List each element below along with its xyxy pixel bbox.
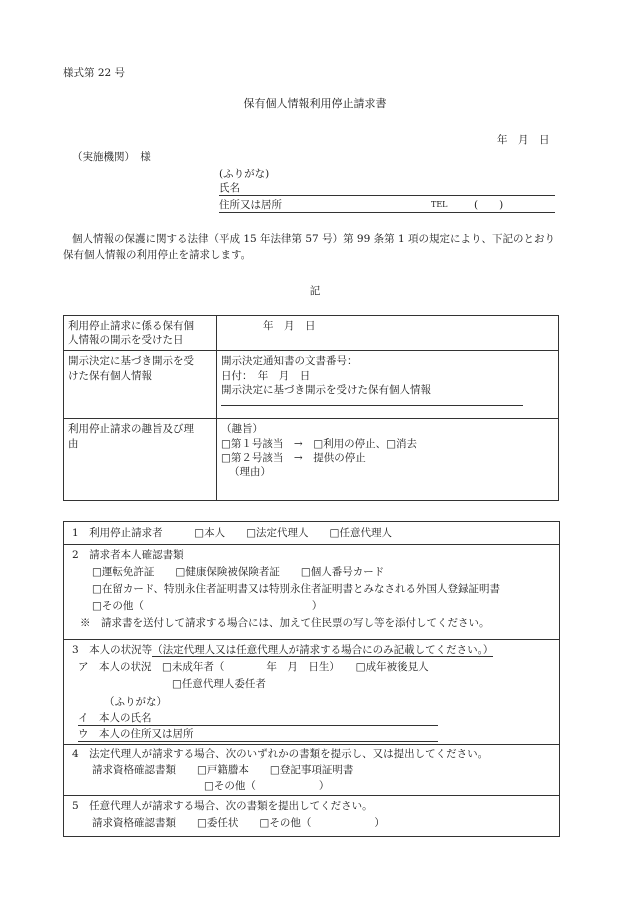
disclosure-date-label: 利用停止請求に係る保有個 人情報の開示を受けた日 xyxy=(64,316,217,351)
disclosed-info-field[interactable]: 開示決定通知書の文書番号： 日付： 年 月 日 開示決定に基づき開示を受けた保有個人情報 xyxy=(217,351,559,419)
disclosure-date-field[interactable]: 年 月 日 xyxy=(217,316,559,351)
furigana-label: (ふりがな) xyxy=(219,168,270,180)
address-label: 住所又は居所 xyxy=(219,199,282,211)
intro-line-2: 保有個人情報の利用停止を請求します。 xyxy=(63,249,252,261)
name-field[interactable] xyxy=(219,181,555,196)
form-number: 様式第 22 号 xyxy=(63,67,126,79)
address-field[interactable] xyxy=(219,198,555,213)
section-voluntary-agent-docs: 5 任意代理人が請求する場合、次の書類を提出してください。 請求資格確認書類 □委任状 □その他（ ） xyxy=(72,800,385,829)
purpose-reason-label: 利用停止請求の趣旨及び理 由 xyxy=(64,419,217,501)
ki-heading: 記 xyxy=(309,285,321,297)
name-label: 氏名 xyxy=(219,182,240,194)
disclosed-info-label: 開示決定に基づき開示を受 けた保有個人情報 xyxy=(64,351,217,419)
section-id-documents: 2 請求者本人確認書類 □運転免許証 □健康保険被保険者証 □個人番号カード □在留カード、特別永住者証明書又は特別永住者証明書とみなされる外国人登録証明書 □その他（ ） ※ 請求書を送付して請求する場合には、加えて住民票の写し等を添付してください。 xyxy=(64,544,559,640)
principal-address-field[interactable]: ウ 本人の住所又は居所 xyxy=(78,727,438,742)
section-legal-agent-docs: 4 法定代理人が請求する場合、次のいずれかの書類を提示し、又は提出してください。 請求資格確認書類 □戸籍謄本 □登記事項証明書 □その他（ ） xyxy=(64,744,559,796)
table-row xyxy=(64,351,559,419)
section-requester-type: 1 利用停止請求者 □本人 □法定代理人 □任意代理人 xyxy=(64,522,559,545)
request-details-table xyxy=(63,315,559,501)
intro-line-1: 個人情報の保護に関する法律（平成 15 年法律第 57 号）第 99 条第 1 項の規定により、下記のとおり xyxy=(72,233,555,245)
addressee: （実施機関） 様 xyxy=(72,151,151,163)
purpose-reason-field[interactable]: （趣旨） □第１号該当 → □利用の停止、□消去 □第２号該当 → 提供の停止 （理由） xyxy=(217,419,559,501)
requester-info-box xyxy=(63,521,560,837)
section-principal-status: 3 本人の状況等（法定代理人又は任意代理人が請求する場合にのみ記載してください。） ア 本人の状況 □未成年者（ 年 月 日生） □成年被後見人 □任意代理人委任者 （ふりがな） イ 本人の氏名 ウ 本人の住所又は居所 xyxy=(64,639,559,745)
table-row xyxy=(64,419,559,501)
principal-name-field[interactable]: イ 本人の氏名 xyxy=(78,711,438,726)
tel-parens: ( ) xyxy=(474,199,504,211)
tel-label: TEL xyxy=(431,200,448,209)
table-row xyxy=(64,316,559,351)
form-title: 保有個人情報利用停止請求書 xyxy=(243,97,387,110)
date-line: 年 月 日 xyxy=(497,134,550,146)
